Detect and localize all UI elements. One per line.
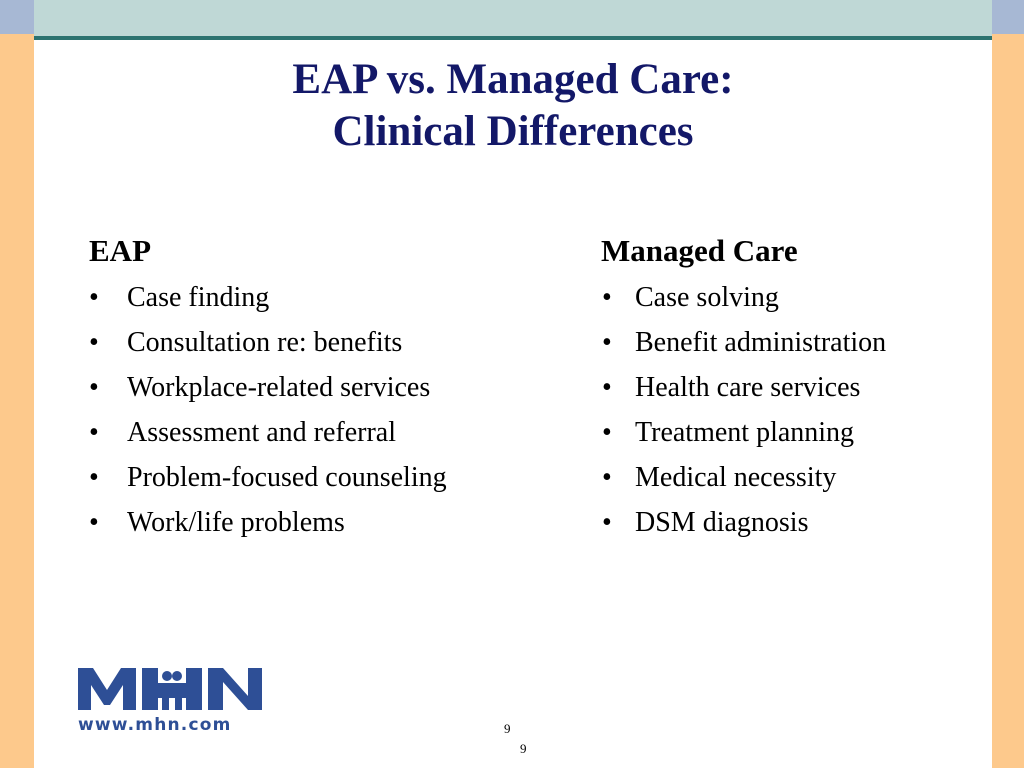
eap-bullet-list [89,275,539,545]
list-item: • Medical necessity [601,455,981,500]
managed-care-bullet-list [601,275,981,545]
list-item: • Case finding [89,275,539,320]
top-left-corner-block [0,0,34,34]
top-right-corner-block [992,0,1024,34]
bullet-icon: • [89,462,99,493]
list-item: • Problem-focused counseling [89,455,539,500]
left-side-bar [0,0,34,768]
list-item: • Case solving [601,275,981,320]
bullet-icon: • [602,417,612,448]
list-item: • Benefit administration [601,320,981,365]
mhn-wordmark-icon [78,668,264,712]
bullet-icon: • [89,282,99,313]
bullet-icon: • [602,282,612,313]
list-item: • Treatment planning [601,410,981,455]
slide-title-line-1: EAP vs. Managed Care: [292,56,734,103]
eap-column-heading: EAP [89,233,151,268]
mhn-logo [78,668,264,740]
logo-url: www.mhn.com [78,715,232,735]
list-item: • Health care services [601,365,981,410]
bullet-icon: • [89,507,99,538]
bullet-icon: • [89,417,99,448]
slide-title [34,54,992,158]
slide-title-line-2: Clinical Differences [332,108,694,155]
managed-care-column [601,230,981,545]
bullet-icon: • [602,327,612,358]
managed-care-column-heading: Managed Care [601,233,798,268]
eap-column [89,230,539,545]
top-rule [34,36,992,40]
bullet-icon: • [602,372,612,403]
top-band [34,0,992,36]
page-number: 9 [504,721,511,736]
page-number-secondary: 9 [520,741,527,756]
list-item: • Workplace-related services [89,365,539,410]
bullet-icon: • [602,507,612,538]
list-item: • Assessment and referral [89,410,539,455]
list-item: • DSM diagnosis [601,500,981,545]
bullet-icon: • [89,327,99,358]
bullet-icon: • [602,462,612,493]
list-item: • Consultation re: benefits [89,320,539,365]
list-item: • Work/life problems [89,500,539,545]
bullet-icon: • [89,372,99,403]
right-side-bar [992,0,1024,768]
